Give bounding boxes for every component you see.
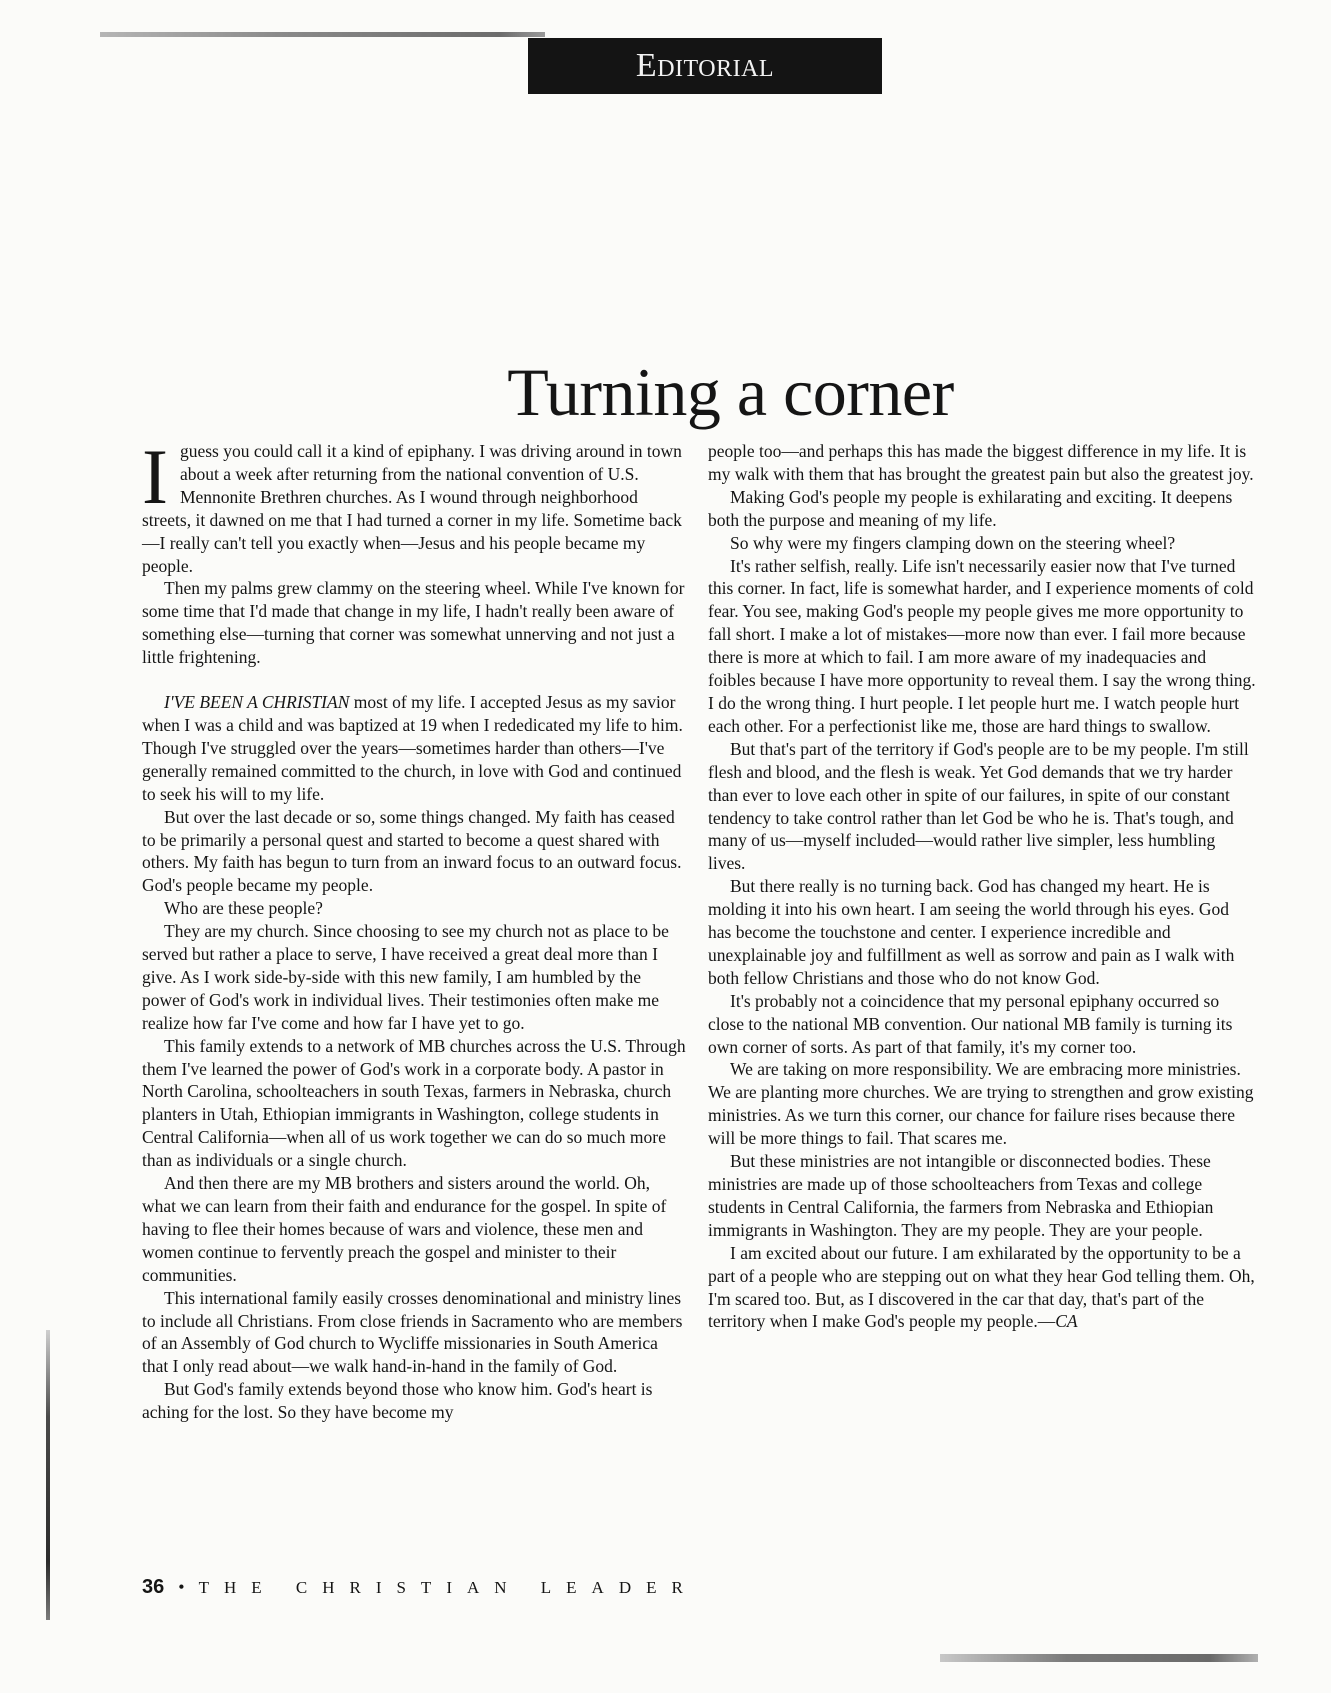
- paragraph: [708, 1242, 1256, 1334]
- paragraph: This international family easily crosses denominational and ministry lines to include all Christians. From close friends in Sacramento who are members of an Assembly of God church to Wycliffe missionaries in South America that I only read about—we walk hand-in-hand in the family of God.: [142, 1287, 683, 1377]
- section-lead-in: I'VE BEEN A CHRISTIAN: [164, 692, 350, 713]
- paragraph: But there really is no turning back. God has changed my heart. He is molding it into his own heart. I am seeing the world through his eyes. God has become the touchstone and center. I experience incredible and unexplainable joy and fulfillment as well as sorrow and pain as I walk with both fellow Christians and those who do not know God.: [708, 876, 1235, 988]
- paragraph-text: guess you could call it a kind of epiphany. I was driving around in town about a week after returning from the national convention of U.S. Mennonite Brethren churches. As I wound through neighborhood streets, it dawned on me that I had turned a corner in my life. Sometime back—I really can't tell you exactly when—Jesus and his people became my people.: [142, 441, 682, 576]
- paragraph: [142, 433, 686, 577]
- paragraph: [142, 691, 686, 806]
- paragraph: They are my church. Since choosing to see my church not as place to be served but rather a place to serve, I have received a great deal more than I give. As I work side-by-side with this new family, I am humbled by the power of God's work in individual lives. Their testimonies often make me realize how far I've come and how far I have yet to go.: [142, 921, 669, 1033]
- section-banner: [528, 38, 882, 94]
- headline: Turning a corner: [507, 354, 954, 430]
- page-number: 36: [142, 1576, 165, 1598]
- drop-cap: I: [142, 433, 168, 520]
- paragraph-text: most of my life. I accepted Jesus as my savior when I was a child and was baptized at 19 when I rededicated my life to him. Though I've struggled over the years—sometimes harder than others—I've generally remained committed to the church, in love with God and continued to seek his will to my life.: [142, 692, 683, 804]
- paragraph: But God's family extends beyond those who know him. God's heart is aching for the lost. So they have become my: [142, 1379, 653, 1423]
- paragraph: So why were my fingers clamping down on the steering wheel?: [730, 532, 1176, 553]
- paragraph: Who are these people?: [164, 898, 323, 919]
- article-column-right: [708, 440, 1256, 1333]
- scan-edge-left: [46, 1330, 50, 1620]
- publication-name: THE CHRISTIAN LEADER: [198, 1578, 698, 1597]
- article-column-left: [142, 433, 686, 1424]
- paragraph: This family extends to a network of MB churches across the U.S. Through them I've learned the power of God's work in a corporate body. A pastor in North Carolina, schoolteachers in south Texas, farmers in Nebraska, church planters in Utah, Ethiopian immigrants in Washington, college students in Central California—when all of us work together we can do so much more than as individuals or a single church.: [142, 1035, 686, 1171]
- paragraph: Making God's people my people is exhilarating and exciting. It deepens both the purpose and meaning of my life.: [708, 486, 1233, 530]
- paragraph: But over the last decade or so, some things changed. My faith has ceased to be primarily a personal quest and started to become a quest shared with others. My faith has begun to turn from an inward focus to an outward focus. God's people became my people.: [142, 806, 682, 896]
- paragraph: And then there are my MB brothers and sisters around the world. Oh, what we can learn from their faith and endurance for the gospel. In spite of having to flee their homes because of wars and violence, these men and women continue to fervently preach the gospel and minister to their communities.: [142, 1173, 667, 1285]
- scan-edge-bottom: [940, 1654, 1258, 1662]
- paragraph: people too—and perhaps this has made the biggest difference in my life. It is my walk with them that has brought the greatest pain but also the greatest joy.: [708, 441, 1254, 484]
- author-initials: CA: [1055, 1311, 1078, 1332]
- paragraph: It's probably not a coincidence that my personal epiphany occurred so close to the national MB convention. Our national MB family is turning its own corner of sorts. As part of that family, it's my corner too.: [708, 990, 1233, 1057]
- footer-bullet: •: [178, 1577, 185, 1597]
- scan-edge-top: [100, 32, 545, 37]
- paragraph: Then my palms grew clammy on the steering wheel. While I've known for some time that I'd made that change in my life, I hadn't really been aware of something else—turning that corner was somewhat unnerving and not just a little frightening.: [142, 578, 685, 668]
- paragraph: But these ministries are not intangible or disconnected bodies. These ministries are made up of those schoolteachers from Texas and college students in Central California, the farmers from Nebraska and Ethiopian immigrants in Washington. They are my people. They are your people.: [708, 1151, 1214, 1240]
- paragraph: It's rather selfish, really. Life isn't necessarily easier now that I've turned this corner. In fact, life is somewhat harder, and I experience moments of cold fear. You see, making God's people my people gives me more opportunity to fall short. I make a lot of mistakes—more now than ever. I fail more because there is more at which to fail. I am more aware of my inadequacies and foibles because I have more opportunity to reveal them. I say the wrong thing. I do the wrong thing. I hurt people. I let people hurt me. I watch people hurt each other. For a perfectionist like me, those are hard things to swallow.: [708, 555, 1256, 736]
- paragraph: But that's part of the territory if God's people are to be my people. I'm still flesh and blood, and the flesh is weak. Yet God demands that we try harder than ever to love each other in spite of our failures, in spite of our constant tendency to take control rather than let God be who he is. That's tough, and many of us—myself included—would rather live simpler, less humbling lives.: [708, 738, 1249, 874]
- section-label: Editorial: [635, 47, 775, 84]
- page-footer: [142, 1576, 698, 1599]
- paragraph: We are taking on more responsibility. We are embracing more ministries. We are planting more churches. We are trying to strengthen and grow existing ministries. As we turn this corner, our chance for failure rises because there will be more things to fail. That scares me.: [708, 1059, 1254, 1149]
- paragraph-text: I am excited about our future. I am exhilarated by the opportunity to be a part of a people who are stepping out on what they hear God telling them. Oh, I'm scared too. But, as I discovered in the car that day, that's part of the territory when I make God's people my people.—: [708, 1242, 1255, 1332]
